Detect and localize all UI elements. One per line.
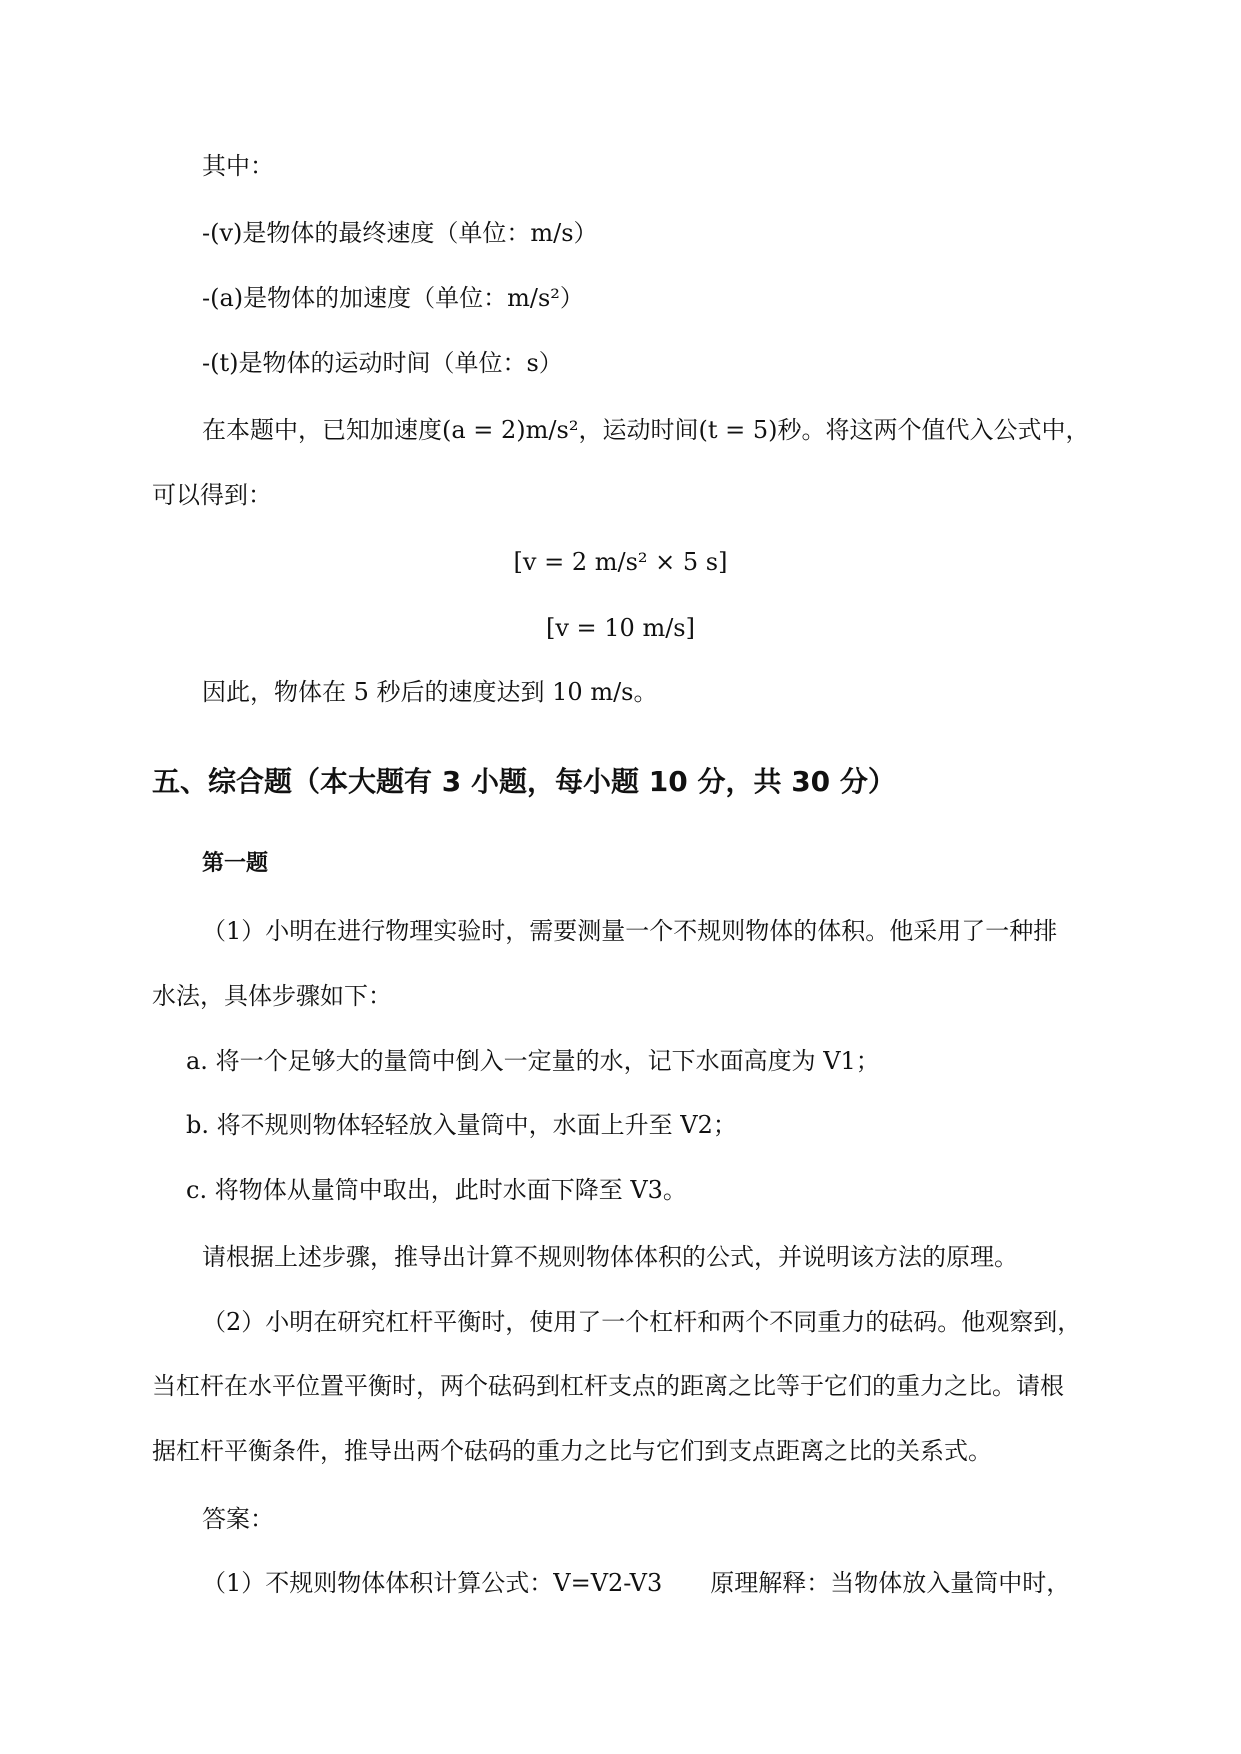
answer-label: 答案： [202,1505,274,1533]
intro-label: 其中： [202,152,274,180]
question-title: 第一题 [202,851,269,876]
paragraph-line-2: 可以得到： [152,481,272,509]
section-heading: 五、综合题（本大题有 3 小题，每小题 10 分，共 30 分） [152,765,896,798]
part1-line-2: 水法，具体步骤如下： [152,982,392,1010]
equation-2: [v = 10 m/s] [546,614,695,642]
definition-velocity: -(v)是物体的最终速度（单位：m/s） [202,219,598,247]
request-line: 请根据上述步骤，推导出计算不规则物体体积的公式，并说明该方法的原理。 [202,1243,1018,1271]
step-b: b. 将不规则物体轻轻放入量筒中，水面上升至 V2； [186,1111,737,1139]
answer-line-1: （1）不规则物体体积计算公式：V=V2-V3 原理解释：当物体放入量筒中时， [202,1569,1071,1597]
step-c: c. 将物体从量筒中取出，此时水面下降至 V3。 [186,1176,687,1204]
part2-line-2: 当杠杆在水平位置平衡时，两个砝码到杠杆支点的距离之比等于它们的重力之比。请根 [152,1372,1064,1400]
conclusion: 因此，物体在 5 秒后的速度达到 10 m/s。 [202,678,658,706]
definition-acceleration: -(a)是物体的加速度（单位：m/s²） [202,284,584,312]
paragraph-line-1: 在本题中，已知加速度(a = 2)m/s²，运动时间(t = 5)秒。将这两个值代入公式中， [202,416,1090,444]
part2-line-3: 据杠杆平衡条件，推导出两个砝码的重力之比与它们到支点距离之比的关系式。 [152,1437,992,1465]
equation-1: [v = 2 m/s² × 5 s] [513,548,728,576]
part2-line-1: （2）小明在研究杠杆平衡时，使用了一个杠杆和两个不同重力的砝码。他观察到， [202,1308,1082,1336]
part1-line-1: （1）小明在进行物理实验时，需要测量一个不规则物体的体积。他采用了一种排 [202,917,1058,945]
definition-time: -(t)是物体的运动时间（单位：s） [202,349,563,377]
step-a: a. 将一个足够大的量筒中倒入一定量的水，记下水面高度为 V1； [186,1047,880,1075]
